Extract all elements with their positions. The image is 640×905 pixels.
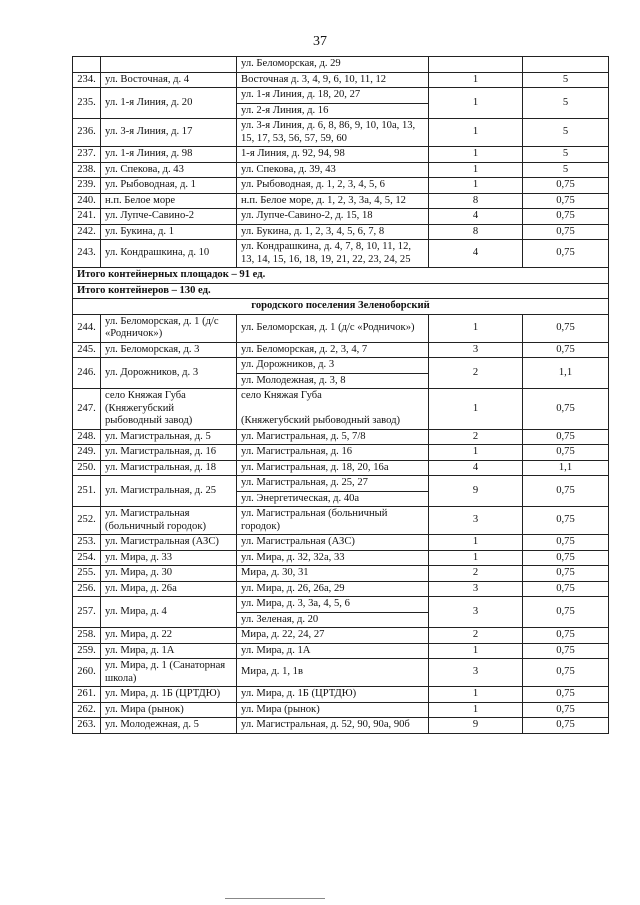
table-body (73, 57, 609, 734)
served-addresses-cell: ул. 1-я Линия, д. 18, 20, 27 (237, 88, 429, 104)
served-addresses-cell: ул. Магистральная, д. 16 (237, 445, 429, 461)
container-volume-cell (523, 57, 609, 73)
site-address-cell: ул. Восточная, д. 4 (101, 72, 237, 88)
served-addresses-cell: ул. Молодежная, д. 3, 8 (237, 373, 429, 389)
site-address-cell: ул. 1-я Линия, д. 98 (101, 147, 237, 163)
row-number-cell: 241. (73, 209, 101, 225)
container-volume-cell: 0,75 (523, 389, 609, 430)
served-addresses-cell: Восточная д. 3, 4, 9, 6, 10, 11, 12 (237, 72, 429, 88)
served-addresses-cell: ул. Мира, д. 32, 32а, 33 (237, 550, 429, 566)
container-volume-cell: 0,75 (523, 581, 609, 597)
total-row (73, 268, 609, 284)
container-count-cell: 1 (429, 702, 523, 718)
container-count-cell: 1 (429, 147, 523, 163)
served-addresses-cell: ул. Дорожников, д. 3 (237, 358, 429, 374)
table-row (73, 72, 609, 88)
container-volume-cell: 0,75 (523, 628, 609, 644)
container-count-cell: 3 (429, 597, 523, 628)
container-volume-cell: 0,75 (523, 178, 609, 194)
served-addresses-cell: ул. Беломорская, д. 2, 3, 4, 7 (237, 342, 429, 358)
served-addresses-cell: Мира, д. 30, 31 (237, 566, 429, 582)
served-addresses-cell: Мира, д. 1, 1в (237, 659, 429, 687)
container-volume-cell: 0,75 (523, 597, 609, 628)
table-row (73, 659, 609, 687)
served-addresses-cell: ул. Кондрашкина, д. 4, 7, 8, 10, 11, 12, 13, 14, 15, 16, 18, 19, 21, 22, 23, 24, 25 (237, 240, 429, 268)
served-addresses-cell: ул. Спекова, д. 39, 43 (237, 162, 429, 178)
row-number-cell (73, 57, 101, 73)
site-address-cell: село Княжая Губа (Княжегубский рыбоводный завод) (101, 389, 237, 430)
table-row (73, 429, 609, 445)
row-number-cell: 240. (73, 193, 101, 209)
served-addresses-cell: ул. Магистральная (больничный городок) (237, 507, 429, 535)
site-address-cell: ул. Молодежная, д. 5 (101, 718, 237, 734)
container-count-cell: 1 (429, 535, 523, 551)
served-addresses-cell: ул. Зеленая, д. 20 (237, 612, 429, 628)
container-volume-cell: 0,75 (523, 659, 609, 687)
served-addresses-cell: 1-я Линия, д. 92, 94, 98 (237, 147, 429, 163)
served-addresses-cell: н.п. Белое море, д. 1, 2, 3, 3а, 4, 5, 12 (237, 193, 429, 209)
served-addresses-cell: ул. 3-я Линия, д. 6, 8, 86, 9, 10, 10а, 13, 15, 17, 53, 56, 57, 59, 60 (237, 119, 429, 147)
site-address-cell (101, 57, 237, 73)
container-count-cell: 3 (429, 342, 523, 358)
table-row (73, 119, 609, 147)
site-address-cell: ул. Лупче-Савино-2 (101, 209, 237, 225)
table-row (73, 162, 609, 178)
container-volume-cell: 0,75 (523, 476, 609, 507)
served-addresses-cell: ул. Мира, д. 1А (237, 643, 429, 659)
site-address-cell: ул. Магистральная, д. 18 (101, 460, 237, 476)
container-volume-cell: 1,1 (523, 358, 609, 389)
container-count-cell: 1 (429, 643, 523, 659)
footer-rule (225, 898, 325, 899)
row-number-cell: 239. (73, 178, 101, 194)
table-row (73, 314, 609, 342)
row-number-cell: 255. (73, 566, 101, 582)
row-number-cell: 237. (73, 147, 101, 163)
container-volume-cell: 0,75 (523, 535, 609, 551)
site-address-cell: ул. Мира, д. 26а (101, 581, 237, 597)
table-row (73, 209, 609, 225)
served-addresses-cell: Мира, д. 22, 24, 27 (237, 628, 429, 644)
served-addresses-cell: ул. Беломорская, д. 29 (237, 57, 429, 73)
container-count-cell: 1 (429, 178, 523, 194)
site-address-cell: ул. Магистральная, д. 25 (101, 476, 237, 507)
container-volume-cell: 5 (523, 147, 609, 163)
container-volume-cell: 5 (523, 72, 609, 88)
container-volume-cell: 0,75 (523, 429, 609, 445)
table-row (73, 88, 609, 104)
row-number-cell: 238. (73, 162, 101, 178)
table-row (73, 581, 609, 597)
container-count-cell: 9 (429, 476, 523, 507)
total-label: Итого контейнеров – 130 ед. (73, 283, 609, 299)
row-number-cell: 254. (73, 550, 101, 566)
container-volume-cell: 5 (523, 162, 609, 178)
table-row (73, 507, 609, 535)
container-sites-table (72, 56, 609, 734)
container-count-cell: 1 (429, 88, 523, 119)
container-count-cell: 4 (429, 240, 523, 268)
total-row (73, 283, 609, 299)
container-volume-cell: 5 (523, 88, 609, 119)
container-volume-cell: 0,75 (523, 702, 609, 718)
row-number-cell: 252. (73, 507, 101, 535)
container-count-cell: 3 (429, 659, 523, 687)
container-volume-cell: 0,75 (523, 507, 609, 535)
site-address-cell: н.п. Белое море (101, 193, 237, 209)
site-address-cell: ул. Мира, д. 30 (101, 566, 237, 582)
row-number-cell: 261. (73, 687, 101, 703)
served-addresses-cell: ул. Мира, д. 1Б (ЦРТДЮ) (237, 687, 429, 703)
table-row (73, 566, 609, 582)
container-volume-cell: 0,75 (523, 209, 609, 225)
site-address-cell: ул. Кондрашкина, д. 10 (101, 240, 237, 268)
row-number-cell: 260. (73, 659, 101, 687)
served-addresses-cell: ул. 2-я Линия, д. 16 (237, 103, 429, 119)
container-count-cell (429, 57, 523, 73)
container-count-cell: 1 (429, 119, 523, 147)
site-address-cell: ул. Мира, д. 33 (101, 550, 237, 566)
container-count-cell: 8 (429, 224, 523, 240)
served-addresses-cell: ул. Магистральная, д. 25, 27 (237, 476, 429, 492)
container-count-cell: 1 (429, 550, 523, 566)
table-row (73, 535, 609, 551)
site-address-cell: ул. Дорожников, д. 3 (101, 358, 237, 389)
container-count-cell: 2 (429, 429, 523, 445)
table-row (73, 193, 609, 209)
container-volume-cell: 0,75 (523, 342, 609, 358)
served-addresses-cell: ул. Мира, д. 3, 3а, 4, 5, 6 (237, 597, 429, 613)
row-number-cell: 236. (73, 119, 101, 147)
site-address-cell: ул. Магистральная (больничный городок) (101, 507, 237, 535)
row-number-cell: 262. (73, 702, 101, 718)
site-address-cell: ул. Мира, д. 1А (101, 643, 237, 659)
container-count-cell: 9 (429, 718, 523, 734)
container-volume-cell: 0,75 (523, 224, 609, 240)
container-volume-cell: 0,75 (523, 566, 609, 582)
table-row (73, 718, 609, 734)
row-number-cell: 246. (73, 358, 101, 389)
container-count-cell: 3 (429, 581, 523, 597)
table-row (73, 476, 609, 492)
container-count-cell: 1 (429, 314, 523, 342)
served-addresses-cell: ул. Мира, д. 26, 26а, 29 (237, 581, 429, 597)
table-row (73, 342, 609, 358)
served-addresses-cell: ул. Магистральная, д. 5, 7/8 (237, 429, 429, 445)
served-addresses-cell: ул. Магистральная (АЗС) (237, 535, 429, 551)
container-count-cell: 8 (429, 193, 523, 209)
section-heading: городского поселения Зеленоборский (73, 299, 609, 315)
container-count-cell: 2 (429, 358, 523, 389)
table-row (73, 147, 609, 163)
container-count-cell: 1 (429, 445, 523, 461)
served-addresses-cell: ул. Мира (рынок) (237, 702, 429, 718)
table-row (73, 240, 609, 268)
container-volume-cell: 0,75 (523, 687, 609, 703)
container-count-cell: 2 (429, 566, 523, 582)
site-address-cell: ул. 1-я Линия, д. 20 (101, 88, 237, 119)
served-addresses-cell: село Княжая Губа (Княжегубский рыбоводный завод) (237, 389, 429, 430)
row-number-cell: 234. (73, 72, 101, 88)
row-number-cell: 245. (73, 342, 101, 358)
site-address-cell: ул. Рыбоводная, д. 1 (101, 178, 237, 194)
table-row (73, 687, 609, 703)
container-volume-cell: 0,75 (523, 445, 609, 461)
table-row (73, 178, 609, 194)
row-number-cell: 258. (73, 628, 101, 644)
row-number-cell: 243. (73, 240, 101, 268)
site-address-cell: ул. Магистральная (АЗС) (101, 535, 237, 551)
table-row (73, 445, 609, 461)
container-count-cell: 4 (429, 209, 523, 225)
served-addresses-cell: ул. Рыбоводная, д. 1, 2, 3, 4, 5, 6 (237, 178, 429, 194)
site-address-cell: ул. Мира, д. 1 (Санаторная школа) (101, 659, 237, 687)
served-addresses-cell: ул. Энергетическая, д. 40а (237, 491, 429, 507)
row-number-cell: 253. (73, 535, 101, 551)
container-count-cell: 1 (429, 389, 523, 430)
container-count-cell: 1 (429, 162, 523, 178)
container-count-cell: 2 (429, 628, 523, 644)
site-address-cell: ул. Мира (рынок) (101, 702, 237, 718)
row-number-cell: 244. (73, 314, 101, 342)
row-number-cell: 256. (73, 581, 101, 597)
section-row (73, 299, 609, 315)
site-address-cell: ул. Букина, д. 1 (101, 224, 237, 240)
container-volume-cell: 5 (523, 119, 609, 147)
table-row (73, 389, 609, 430)
row-number-cell: 247. (73, 389, 101, 430)
site-address-cell: ул. Мира, д. 1Б (ЦРТДЮ) (101, 687, 237, 703)
served-addresses-cell: ул. Букина, д. 1, 2, 3, 4, 5, 6, 7, 8 (237, 224, 429, 240)
table-row (73, 224, 609, 240)
container-count-cell: 3 (429, 507, 523, 535)
site-address-cell: ул. Магистральная, д. 5 (101, 429, 237, 445)
container-volume-cell: 0,75 (523, 240, 609, 268)
served-addresses-cell: ул. Беломорская, д. 1 (д/с «Родничок») (237, 314, 429, 342)
site-address-cell: ул. 3-я Линия, д. 17 (101, 119, 237, 147)
table-row (73, 358, 609, 374)
table-row (73, 628, 609, 644)
site-address-cell: ул. Беломорская, д. 1 (д/с «Родничок») (101, 314, 237, 342)
row-number-cell: 249. (73, 445, 101, 461)
page-number: 37 (313, 34, 327, 49)
container-count-cell: 4 (429, 460, 523, 476)
row-number-cell: 257. (73, 597, 101, 628)
row-number-cell: 248. (73, 429, 101, 445)
site-address-cell: ул. Магистральная, д. 16 (101, 445, 237, 461)
served-addresses-cell: ул. Магистральная, д. 52, 90, 90а, 90б (237, 718, 429, 734)
served-addresses-cell: ул. Лупче-Савино-2, д. 15, 18 (237, 209, 429, 225)
row-number-cell: 251. (73, 476, 101, 507)
container-count-cell: 1 (429, 72, 523, 88)
site-address-cell: ул. Мира, д. 22 (101, 628, 237, 644)
row-number-cell: 259. (73, 643, 101, 659)
table-row (73, 460, 609, 476)
row-number-cell: 263. (73, 718, 101, 734)
container-count-cell: 1 (429, 687, 523, 703)
site-address-cell: ул. Мира, д. 4 (101, 597, 237, 628)
table-row (73, 702, 609, 718)
container-volume-cell: 0,75 (523, 718, 609, 734)
site-address-cell: ул. Беломорская, д. 3 (101, 342, 237, 358)
total-label: Итого контейнерных площадок – 91 ед. (73, 268, 609, 284)
container-volume-cell: 0,75 (523, 193, 609, 209)
row-number-cell: 235. (73, 88, 101, 119)
container-volume-cell: 0,75 (523, 314, 609, 342)
row-number-cell: 250. (73, 460, 101, 476)
container-volume-cell: 1,1 (523, 460, 609, 476)
row-number-cell: 242. (73, 224, 101, 240)
served-addresses-cell: ул. Магистральная, д. 18, 20, 16а (237, 460, 429, 476)
table-row (73, 597, 609, 613)
table-row (73, 643, 609, 659)
container-volume-cell: 0,75 (523, 643, 609, 659)
container-volume-cell: 0,75 (523, 550, 609, 566)
site-address-cell: ул. Спекова, д. 43 (101, 162, 237, 178)
table-row (73, 57, 609, 73)
table-row (73, 550, 609, 566)
